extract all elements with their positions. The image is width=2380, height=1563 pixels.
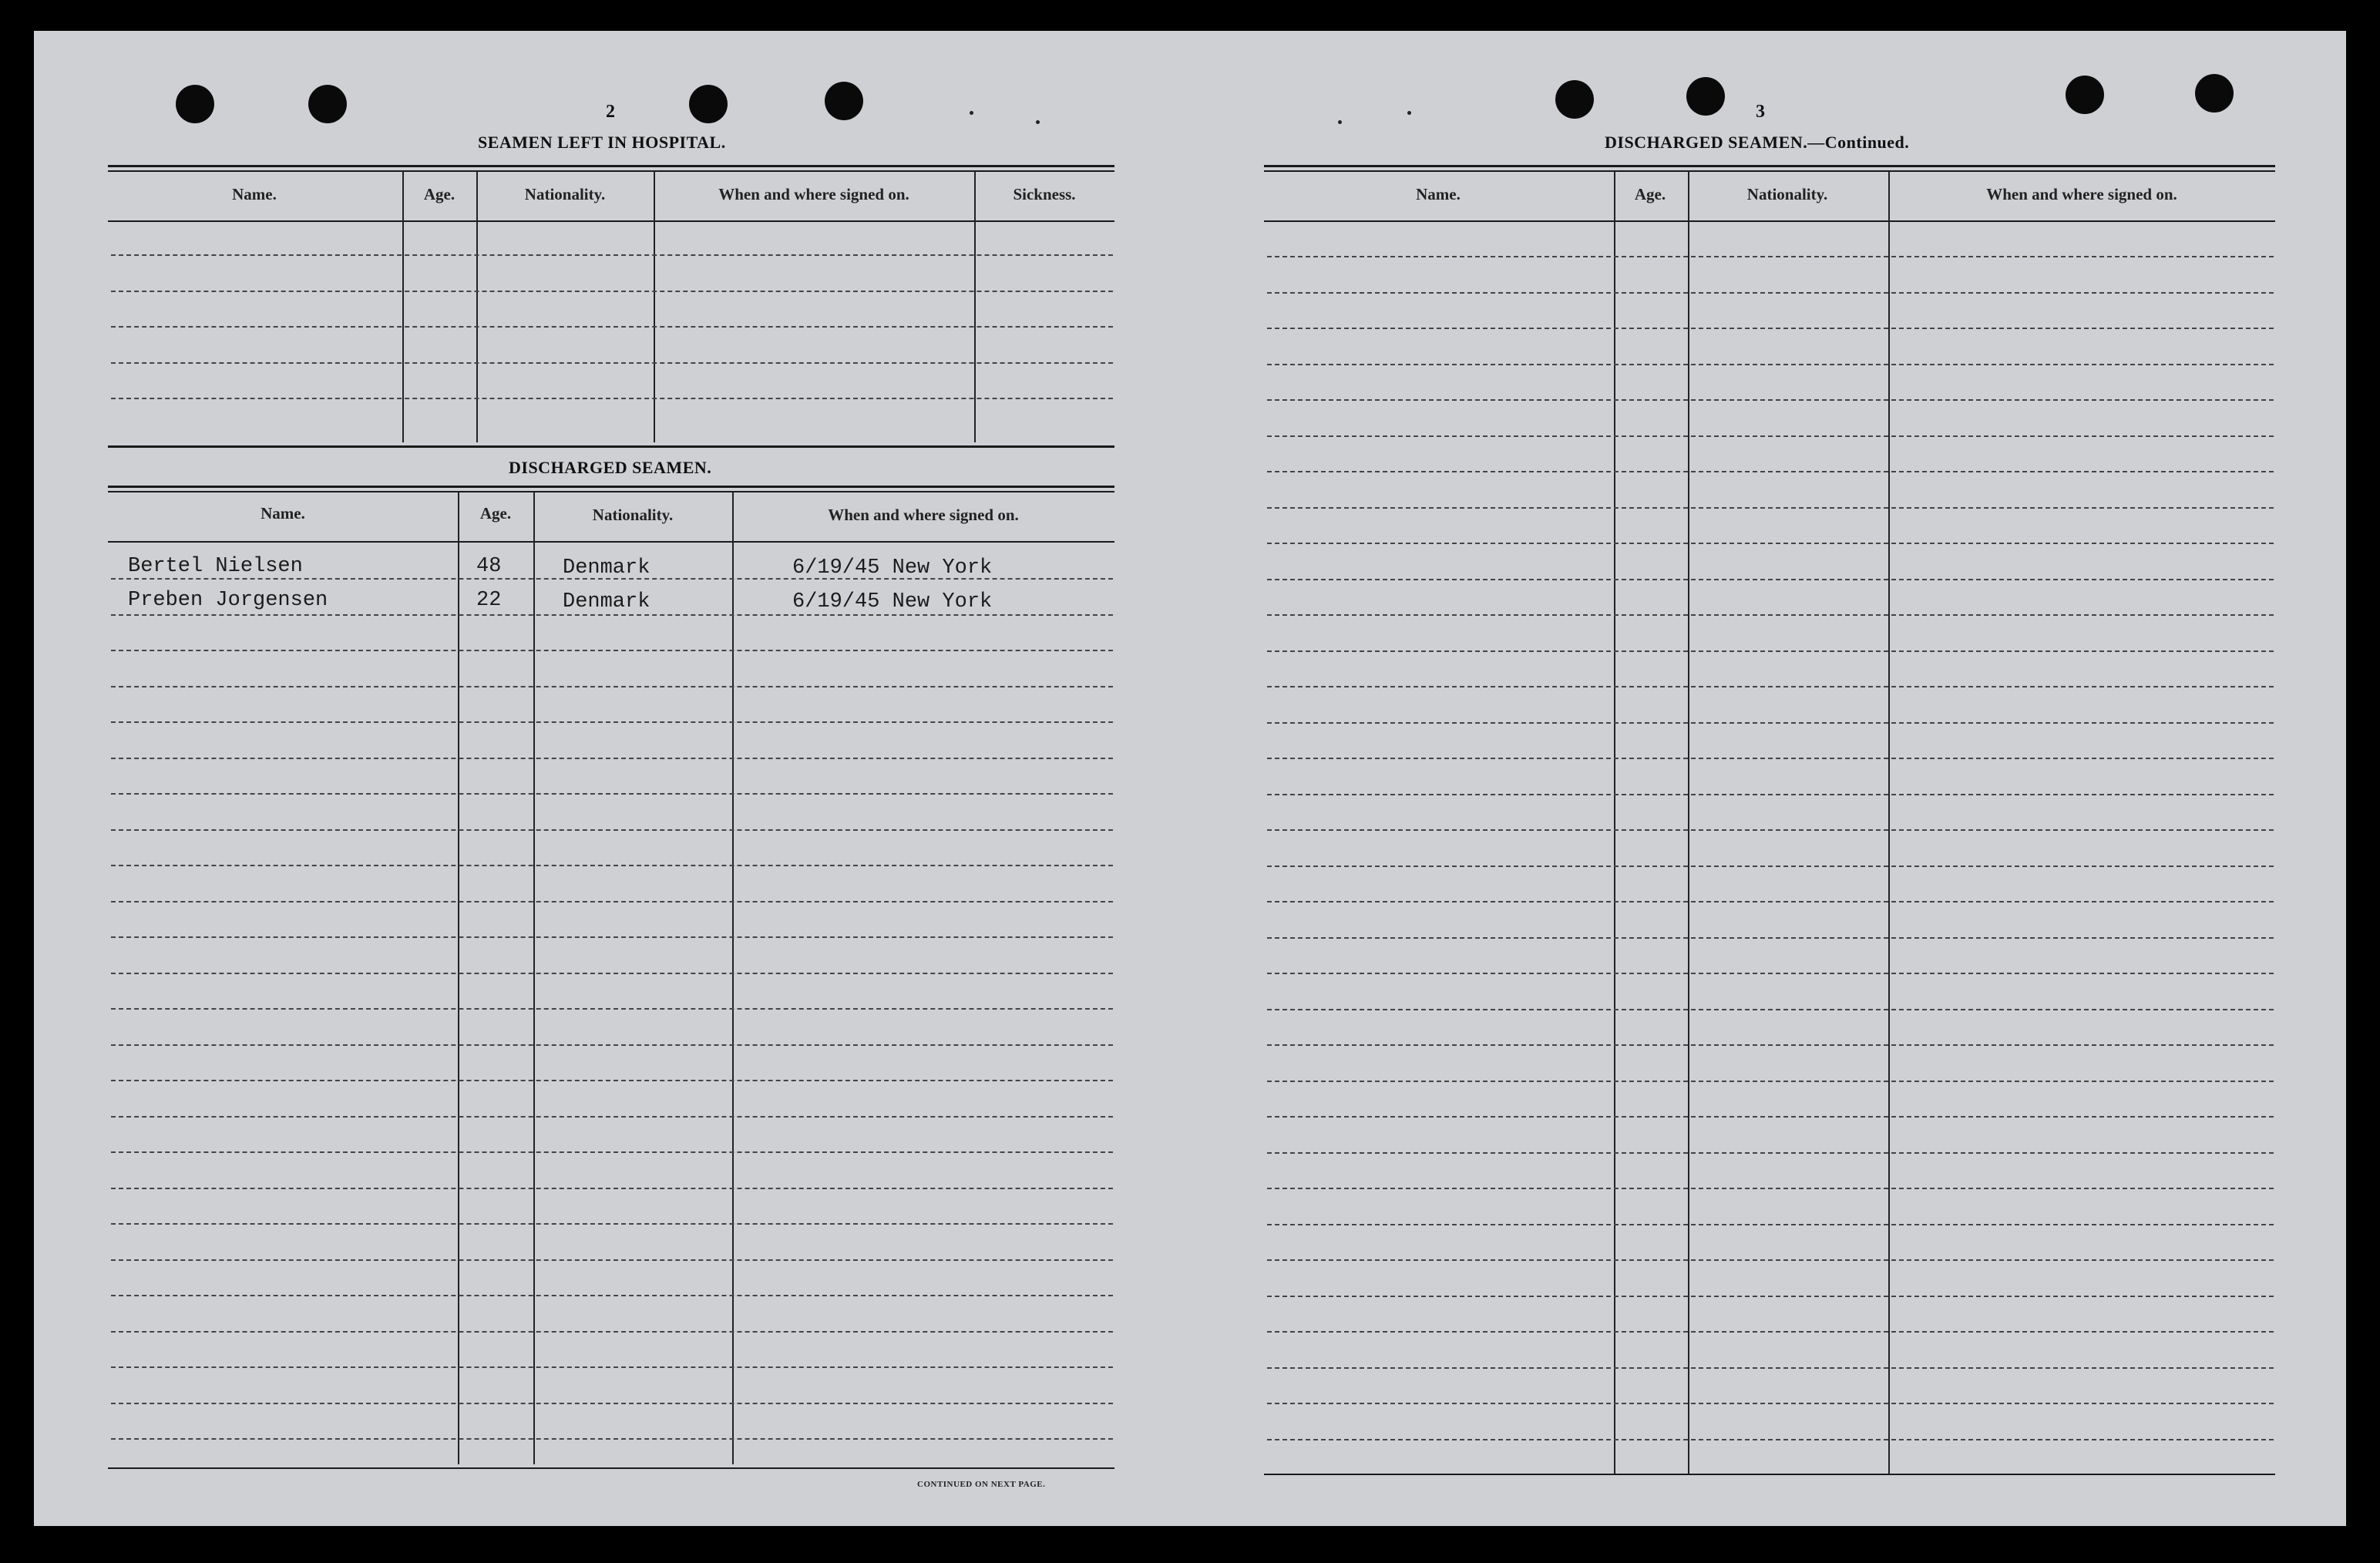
- page-number: 3: [1756, 102, 1765, 122]
- ruled-line: [111, 1151, 1113, 1153]
- ruled-line: [111, 973, 1113, 974]
- ruled-line: [1267, 328, 2274, 329]
- column-divider: [476, 171, 478, 442]
- top-rule: [108, 170, 1114, 172]
- ruled-line: [111, 1188, 1113, 1189]
- header-rule: [108, 220, 1114, 222]
- punch-hole: [176, 85, 214, 123]
- discharged-continued-title: DISCHARGED SEAMEN.—Continued.: [1605, 133, 1910, 152]
- ruled-line: [111, 614, 1113, 616]
- ruled-line: [111, 1259, 1113, 1261]
- ruled-line: [111, 650, 1113, 651]
- ruled-line: [111, 1223, 1113, 1225]
- ruled-line: [1267, 543, 2274, 544]
- ruled-line: [1267, 1009, 2274, 1010]
- header-rule: [108, 541, 1114, 543]
- column-divider: [732, 492, 734, 1464]
- ruled-line: [1267, 973, 2274, 974]
- top-rule: [1264, 165, 2275, 167]
- column-divider: [1888, 171, 1890, 1474]
- ruled-line: [111, 758, 1113, 759]
- seaman-nationality: Denmark: [563, 590, 650, 613]
- ruled-line: [1267, 901, 2274, 903]
- ruled-line: [111, 1044, 1113, 1046]
- col-header-signed-on: When and where signed on.: [828, 506, 1019, 524]
- col-header-sickness: Sickness.: [1013, 185, 1076, 203]
- punch-hole: [2066, 76, 2104, 114]
- col-header-age: Age.: [1634, 185, 1666, 203]
- punch-hole: [825, 82, 863, 120]
- col-header-age: Age.: [479, 504, 512, 523]
- ruled-line: [111, 1331, 1113, 1333]
- col-header-signed-on: When and where signed on.: [1986, 185, 2177, 203]
- speck: [1338, 120, 1342, 124]
- seaman-age: 48: [476, 555, 502, 578]
- ruled-line: [111, 936, 1113, 938]
- ruled-line: [1267, 1331, 2274, 1333]
- ruled-line: [1267, 1116, 2274, 1118]
- ruled-line: [1267, 794, 2274, 795]
- ruled-line: [1267, 471, 2274, 472]
- section-rule: [108, 486, 1114, 488]
- ruled-line: [1267, 399, 2274, 401]
- bottom-rule: [108, 1467, 1114, 1469]
- ruled-line: [1267, 758, 2274, 759]
- column-divider: [654, 171, 655, 442]
- discharged-section-title: DISCHARGED SEAMEN.: [509, 458, 712, 477]
- seaman-signed-on: 6/19/45 New York: [792, 590, 993, 613]
- ruled-line: [1267, 866, 2274, 867]
- ruled-line: [1267, 1152, 2274, 1154]
- seaman-name: Bertel Nielsen: [128, 555, 303, 578]
- col-header-name: Name.: [261, 504, 305, 523]
- ruled-line: [111, 721, 1113, 723]
- page-number: 2: [606, 102, 615, 122]
- ruled-line: [111, 1366, 1113, 1368]
- col-header-name: Name.: [1416, 185, 1461, 203]
- speck: [1036, 120, 1040, 124]
- ruled-line: [111, 1295, 1113, 1296]
- ruled-line: [1267, 435, 2274, 437]
- col-header-name: Name.: [232, 185, 277, 203]
- ruled-line: [111, 254, 1113, 256]
- ruled-line: [111, 1116, 1113, 1118]
- punch-hole: [1686, 77, 1725, 116]
- column-divider: [533, 492, 535, 1464]
- bottom-rule: [1264, 1474, 2275, 1475]
- punch-hole: [689, 85, 728, 123]
- punch-hole: [1555, 80, 1594, 119]
- ruled-line: [1267, 614, 2274, 616]
- ruled-line: [1267, 1224, 2274, 1225]
- column-divider: [402, 171, 404, 442]
- punch-hole: [308, 85, 347, 123]
- ruled-line: [111, 1438, 1113, 1440]
- hospital-section-title: SEAMEN LEFT IN HOSPITAL.: [478, 133, 726, 152]
- ruled-line: [1267, 364, 2274, 365]
- ruled-line: [111, 362, 1113, 364]
- ruled-line: [1267, 686, 2274, 687]
- top-rule: [1264, 170, 2275, 172]
- ledger-sheet: [34, 31, 2346, 1526]
- ruled-line: [1267, 1296, 2274, 1297]
- header-rule: [1264, 220, 2275, 222]
- ruled-line: [111, 793, 1113, 795]
- ruled-line: [111, 1403, 1113, 1404]
- column-divider: [458, 492, 459, 1464]
- ruled-line: [1267, 1044, 2274, 1046]
- section-rule: [108, 445, 1114, 448]
- ruled-line: [1267, 292, 2274, 294]
- ruled-line: [1267, 256, 2274, 257]
- ruled-line: [1267, 507, 2274, 509]
- ruled-line: [111, 1080, 1113, 1081]
- seaman-signed-on: 6/19/45 New York: [792, 556, 993, 580]
- ruled-line: [111, 829, 1113, 831]
- ruled-line: [111, 865, 1113, 866]
- seaman-age: 22: [476, 589, 502, 612]
- speck: [1407, 111, 1411, 115]
- ruled-line: [111, 326, 1113, 328]
- ruled-line: [1267, 829, 2274, 831]
- column-divider: [1614, 171, 1615, 1474]
- col-header-nationality: Nationality.: [592, 506, 674, 524]
- ruled-line: [1267, 1188, 2274, 1189]
- top-rule: [108, 165, 1114, 167]
- col-header-age: Age.: [423, 185, 455, 203]
- punch-hole: [2195, 74, 2234, 113]
- ruled-line: [1267, 1403, 2274, 1404]
- ruled-line: [1267, 650, 2274, 652]
- continued-note: CONTINUED ON NEXT PAGE.: [917, 1480, 1046, 1489]
- col-header-nationality: Nationality.: [1746, 185, 1828, 203]
- col-header-signed-on: When and where signed on.: [718, 185, 909, 203]
- ruled-line: [1267, 722, 2274, 724]
- ruled-line: [111, 291, 1113, 292]
- column-divider: [1688, 171, 1689, 1474]
- speck: [970, 111, 973, 115]
- ruled-line: [1267, 579, 2274, 580]
- ruled-line: [111, 398, 1113, 399]
- ruled-line: [1267, 1439, 2274, 1440]
- ruled-line: [111, 1008, 1113, 1010]
- ruled-line: [111, 901, 1113, 903]
- seaman-name: Preben Jorgensen: [128, 589, 328, 612]
- ruled-line: [1267, 1367, 2274, 1369]
- seaman-nationality: Denmark: [563, 556, 650, 580]
- section-rule: [108, 491, 1114, 492]
- ruled-line: [1267, 1259, 2274, 1261]
- ruled-line: [1267, 1081, 2274, 1082]
- ruled-line: [1267, 937, 2274, 939]
- col-header-nationality: Nationality.: [524, 185, 606, 203]
- ruled-line: [111, 686, 1113, 687]
- column-divider: [974, 171, 976, 442]
